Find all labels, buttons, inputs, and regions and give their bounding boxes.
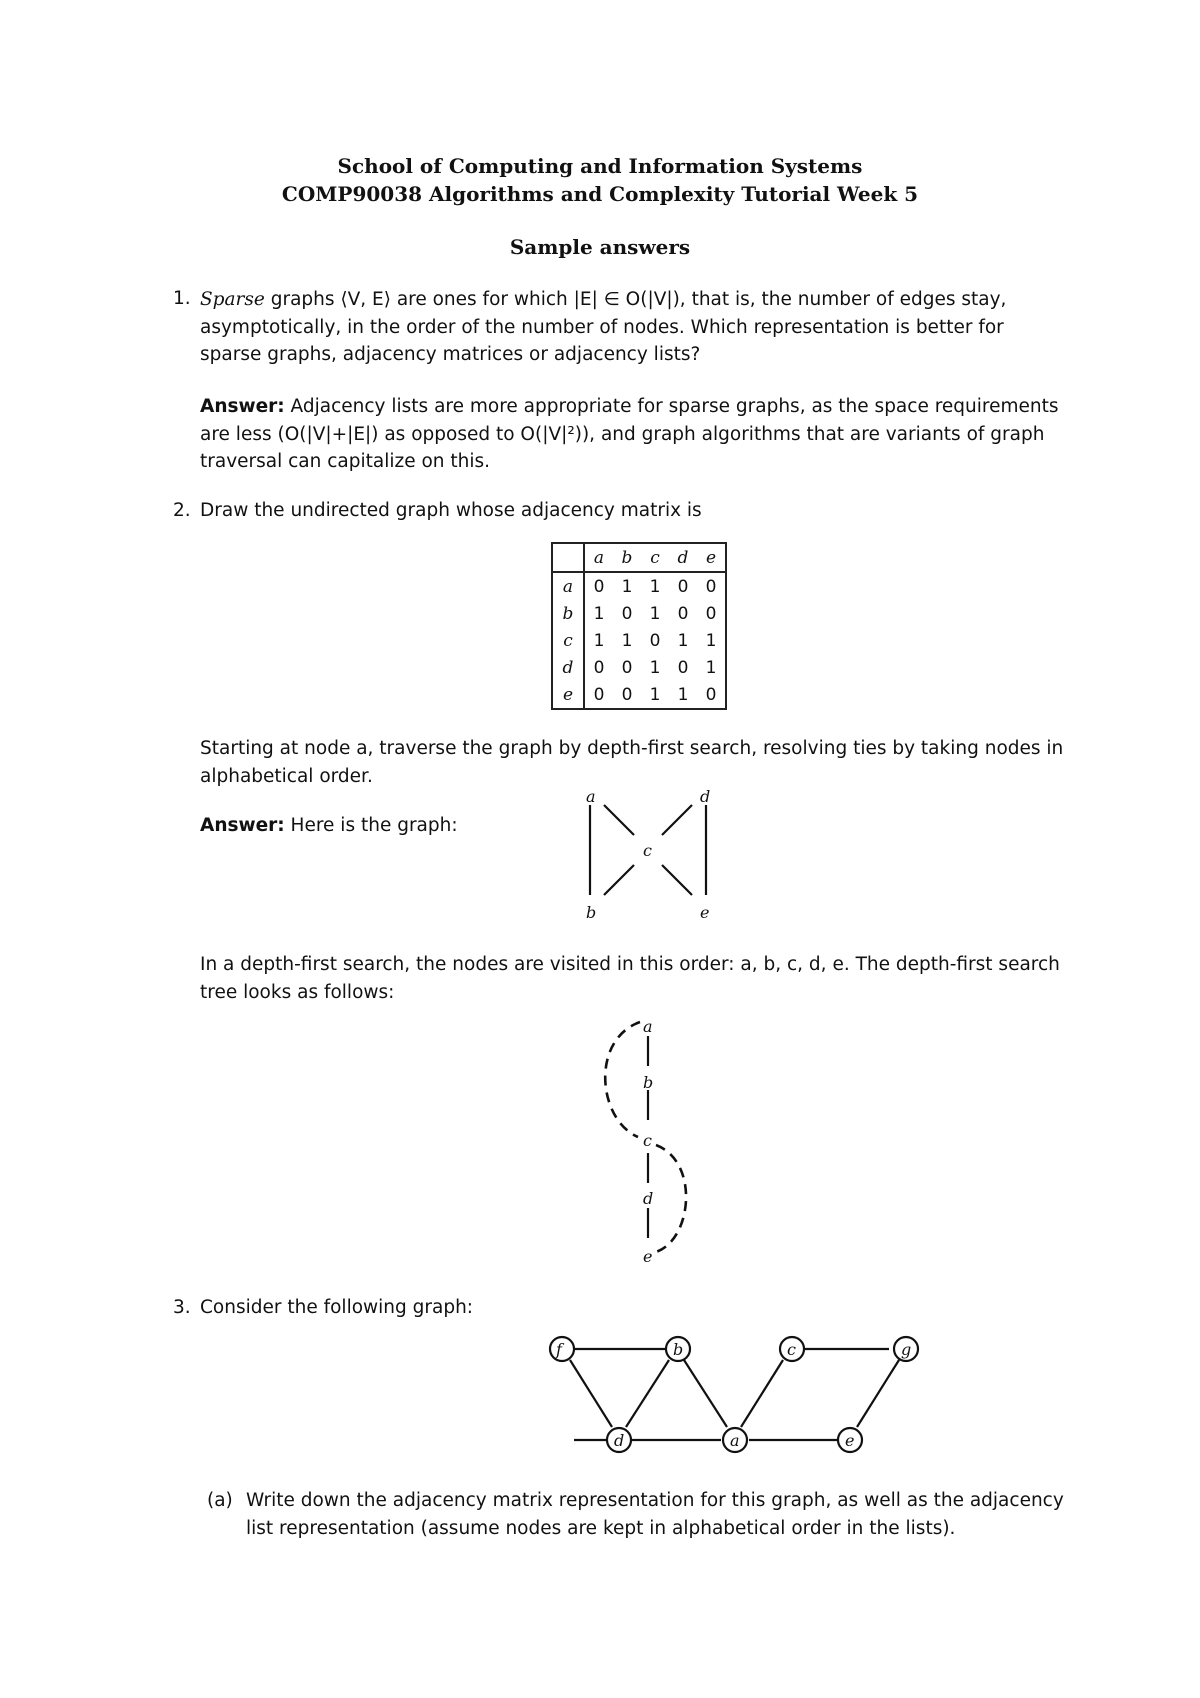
graph-node-d: d [700, 787, 711, 806]
q1-line1: Sparse graphs ⟨V, E⟩ are ones for which |E| ∈ O(|V|), that is, the number of edges stay, [200, 289, 1007, 310]
matrix-cell: 0 [677, 603, 689, 624]
matrix-cell: 1 [593, 630, 605, 651]
q2-task-line2: alphabetical order. [200, 765, 373, 787]
back-edge-c-a [605, 1022, 640, 1137]
matrix-cell: 0 [593, 657, 605, 678]
edge-c-a [741, 1360, 783, 1427]
matrix-cell: 0 [649, 630, 661, 651]
matrix-cell: 0 [705, 576, 717, 597]
q3-node-g: g [901, 1340, 912, 1359]
matrix-cell: 0 [593, 684, 605, 705]
edge-d-c [662, 805, 692, 835]
matrix-col-header: d [669, 543, 697, 572]
q1-number: 1. [173, 288, 191, 309]
tree-node-d: d [643, 1189, 654, 1208]
graph-node-b: b [586, 903, 597, 922]
matrix-row-header: b [552, 600, 584, 627]
tree-node-b: b [643, 1073, 654, 1092]
node-circle-f [550, 1337, 574, 1361]
q2-dfs-line2: tree looks as follows: [200, 981, 395, 1003]
q3a-label: (a) [207, 1490, 233, 1511]
q3-node-e: e [845, 1431, 855, 1450]
q2-number: 2. [173, 500, 191, 521]
q2-dfs-text [200, 951, 1093, 1006]
matrix-row-header: a [552, 572, 584, 600]
matrix-cell: 1 [621, 576, 633, 597]
matrix-cell: 0 [621, 657, 633, 678]
matrix-row-header: e [552, 681, 584, 709]
edge-e-c [662, 865, 692, 895]
edge-g-e [857, 1360, 899, 1427]
back-edge-e-c [656, 1145, 686, 1252]
q1-answer-line2: are less (O(|V|+|E|) as opposed to O(|V|²)), and graph algorithms that are variants of graph [200, 423, 1045, 445]
matrix-cell: 1 [649, 684, 661, 705]
school-title: School of Computing and Information Systems [337, 154, 863, 178]
matrix-col-header: b [613, 543, 641, 572]
matrix-cell: 0 [621, 603, 633, 624]
matrix-col-header: a [584, 543, 613, 572]
q2-answer: Answer: Here is the graph: [200, 815, 458, 836]
q3a-line1: Write down the adjacency matrix representation for this graph, as well as the adjacency [246, 1490, 1064, 1511]
matrix-cell: 0 [705, 684, 717, 705]
tree-node-e: e [643, 1247, 653, 1266]
matrix-cell: 1 [677, 684, 689, 705]
matrix-cell: 1 [649, 657, 661, 678]
graph-node-e: e [700, 903, 710, 922]
q1-line3: sparse graphs, adjacency matrices or adjacency lists? [200, 344, 701, 365]
matrix-cell: 1 [705, 630, 717, 651]
matrix-cell: 0 [621, 684, 633, 705]
matrix-cell: 0 [677, 657, 689, 678]
q3-prompt: Consider the following graph: [200, 1297, 474, 1318]
matrix-cell: 1 [705, 657, 717, 678]
matrix-cell: 0 [677, 576, 689, 597]
matrix-cell: 1 [621, 630, 633, 651]
q3-node-f: f [556, 1340, 562, 1359]
matrix-cell: 0 [593, 576, 605, 597]
q3-node-c: c [787, 1340, 796, 1359]
graph-node-a: a [586, 787, 596, 806]
tree-node-a: a [643, 1017, 653, 1036]
matrix-cell: 1 [677, 630, 689, 651]
q3a-line2: list representation (assume nodes are kept in alphabetical order in the lists). [246, 1517, 956, 1539]
edge-f-d [570, 1360, 612, 1427]
edge-b-c [604, 865, 634, 895]
edge-b-a [684, 1360, 727, 1427]
q1-answer-line1: Answer: Adjacency lists are more appropriate for sparse graphs, as the space requirements [200, 396, 1059, 417]
q2-task-line1: Starting at node a, traverse the graph by depth-first search, resolving ties by taking nodes in [200, 738, 1064, 759]
page-subtitle: Sample answers [509, 235, 691, 259]
q1-line2: asymptotically, in the order of the number of nodes. Which representation is better for [200, 316, 1004, 338]
q3-number: 3. [173, 1297, 191, 1318]
tree-node-c: c [643, 1131, 652, 1150]
q2-dfs-line1: In a depth-first search, the nodes are visited in this order: a, b, c, d, e. The depth-first search [200, 954, 1060, 975]
q3-node-b: b [673, 1340, 684, 1359]
q1-answer-line3: traversal can capitalize on this. [200, 451, 491, 472]
course-title: COMP90038 Algorithms and Complexity Tutorial Week 5 [281, 182, 919, 206]
matrix-cell: 1 [593, 603, 605, 624]
q3-node-d: d [614, 1431, 625, 1450]
matrix-cell: 1 [649, 576, 661, 597]
graph-node-c: c [643, 841, 652, 860]
matrix-col-header: c [641, 543, 669, 572]
edge-b-d [626, 1360, 669, 1427]
matrix-row-header: c [552, 627, 584, 654]
matrix-cell: 0 [705, 603, 717, 624]
matrix-col-header: e [697, 543, 726, 572]
matrix-row-header: d [552, 654, 584, 681]
q3a-text [246, 1487, 1093, 1542]
matrix-cell: 1 [649, 603, 661, 624]
edge-a-c [604, 805, 634, 835]
q3-node-a: a [730, 1431, 740, 1450]
q2-prompt: Draw the undirected graph whose adjacency matrix is [200, 500, 702, 521]
